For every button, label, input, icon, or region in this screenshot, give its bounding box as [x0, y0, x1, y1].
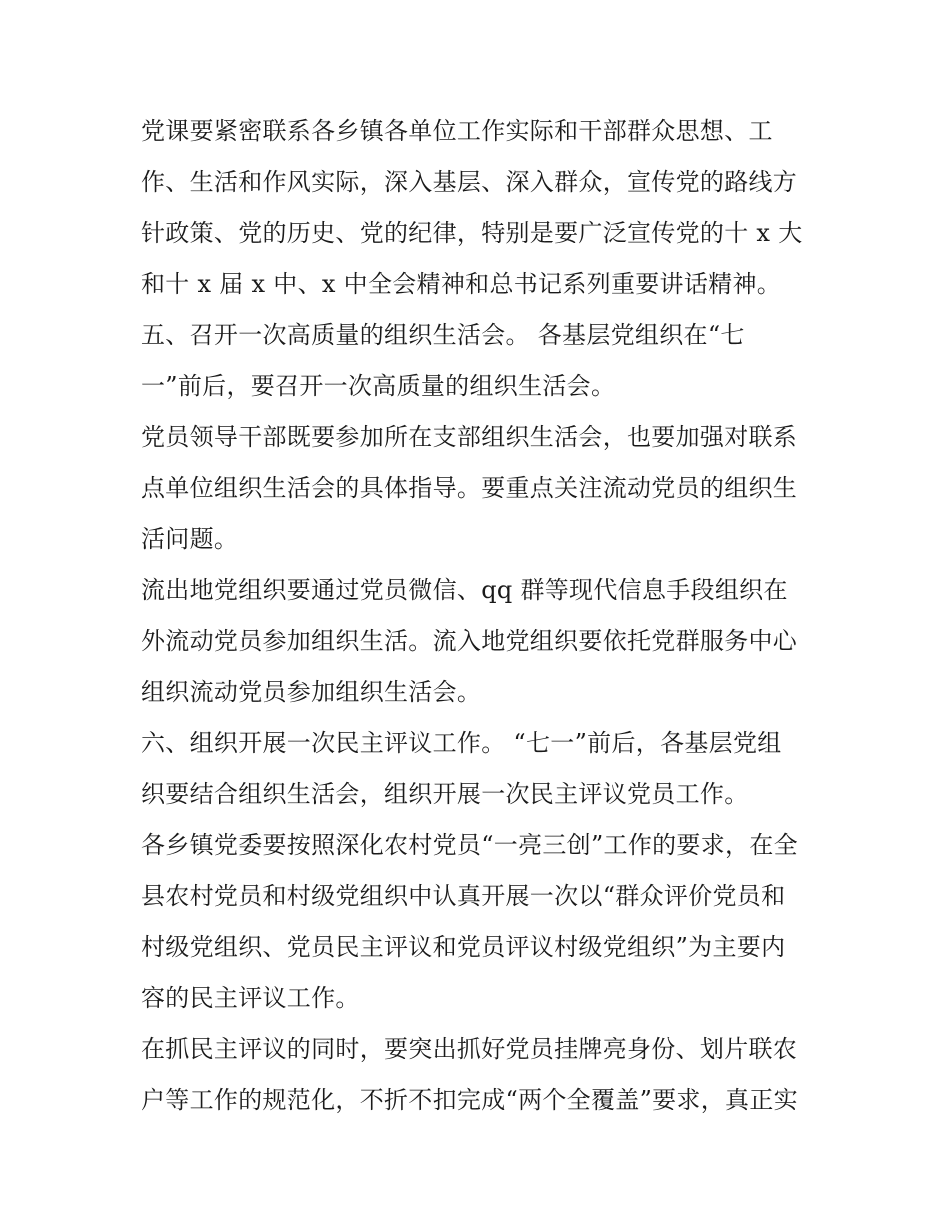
text-line: 织要结合组织生活会，组织开展一次民主评议党员工作。 [141, 780, 749, 808]
text-line: 点单位组织生活会的具体指导。要重点关注流动党员的组织生 [141, 474, 798, 502]
text-line: 作、生活和作风实际，深入基层、深入群众，宣传党的路线方 [141, 168, 798, 196]
text-line: 一”前后，要召开一次高质量的组织生活会。 [141, 372, 616, 400]
text-line: 党课要紧密联系各乡镇各单位工作实际和干部群众思想、工 [141, 117, 773, 145]
text-line: 村级党组织、党员民主评议和党员评议村级党组织”为主要内 [141, 933, 786, 961]
text-line: 户等工作的规范化，不折不扣完成“两个全覆盖”要求，真正实 [141, 1086, 798, 1114]
text-line: 各乡镇党委要按照深化农村党员“一亮三创”工作的要求，在全 [141, 831, 798, 859]
document-body [141, 109, 821, 1129]
section-heading-line: 六、组织开展一次民主评议工作。 “七一”前后，各基层党组 [141, 729, 782, 757]
text-line: 外流动党员参加组织生活。流入地党组织要依托党群服务中心 [141, 627, 798, 655]
text-line: 党员领导干部既要参加所在支部组织生活会，也要加强对联系 [141, 423, 798, 451]
text-line: 流出地党组织要通过党员微信、qq 群等现代信息手段组织在 [141, 576, 788, 604]
text-line: 容的民主评议工作。 [141, 984, 360, 1012]
text-line: 活问题。 [141, 525, 239, 553]
text-line: 组织流动党员参加组织生活会。 [141, 678, 482, 706]
section-heading-line: 五、召开一次高质量的组织生活会。 各基层党组织在“七 [141, 321, 745, 349]
text-line: 县农村党员和村级党组织中认真开展一次以“群众评价党员和 [141, 882, 786, 910]
text-line: 在抓民主评议的同时，要突出抓好党员挂牌亮身份、划片联农 [141, 1035, 798, 1063]
text-line: 针政策、党的历史、党的纪律，特别是要广泛宣传党的十 x 大 [141, 219, 803, 247]
text-line: 和十 x 届 x 中、x 中全会精神和总书记系列重要讲话精神。 [141, 270, 782, 298]
